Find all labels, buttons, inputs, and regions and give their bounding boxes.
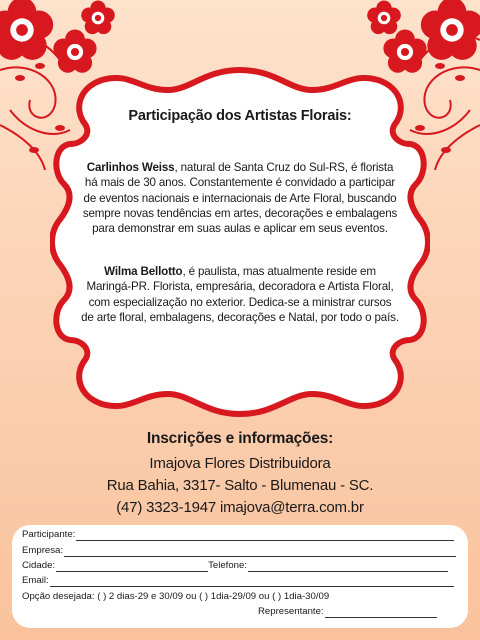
cidade-row <box>22 560 448 572</box>
flower-icon <box>421 0 480 60</box>
email-label: Email: <box>22 575 49 586</box>
bio-line: de arte floral, embalagens, decorações e Natal, por todo o país. <box>81 310 399 324</box>
participante-label: Participante: <box>22 529 76 540</box>
bio-line: para demonstrar em suas aulas e aplicar em seus eventos. <box>92 222 388 236</box>
participante-row <box>22 529 454 541</box>
bio-line: Maringá-PR. Florista, empresária, decoradora e Artista Floral, <box>86 280 394 294</box>
address: Rua Bahia, 3317- Salto - Blumenau - SC. <box>106 477 374 494</box>
flower-icon <box>81 1 115 35</box>
telefone-field[interactable] <box>248 561 448 572</box>
representante-field[interactable] <box>325 607 437 618</box>
bio-line: , natural de Santa Cruz do Sul-RS, é florista <box>174 161 394 174</box>
artist-paragraph-1 <box>72 160 408 236</box>
bio-line: , é paulista, mas atualmente reside em <box>182 265 376 278</box>
bio-line: de eventos nacionais e internacionais de Arte Floral, buscando <box>83 191 397 205</box>
section-heading: Participação dos Artistas Florais: <box>128 108 352 124</box>
artist-paragraph-2 <box>72 264 408 325</box>
company-name: Imajova Flores Distribuidora <box>149 455 331 472</box>
representante-label: Representante: <box>258 606 324 617</box>
flower-icon <box>0 0 53 60</box>
artist-name: Carlinhos Weiss <box>86 161 175 174</box>
bio-line: sempre novas tendências em artes, decorações e embalagens <box>82 206 398 220</box>
empresa-field[interactable] <box>64 546 456 557</box>
empresa-row <box>22 545 456 557</box>
email-field[interactable] <box>50 576 454 587</box>
artist-name: Wilma Bellotto <box>104 265 183 278</box>
telefone-label: Telefone: <box>208 560 248 571</box>
participante-field[interactable] <box>76 530 454 541</box>
cidade-label: Cidade: <box>22 560 56 571</box>
opcao-options[interactable]: Opção desejada: ( ) 2 dias-29 e 30/09 ou ( ) 1dia-29/09 ou ( ) 1dia-30/09 <box>22 591 330 602</box>
contact-title: Inscrições e informações: <box>146 430 334 447</box>
bio-line: há mais de 30 anos. Constantemente é convidado a participar <box>84 176 396 190</box>
empresa-label: Empresa: <box>22 545 64 556</box>
cidade-field[interactable] <box>56 561 208 572</box>
flower-icon <box>367 1 401 35</box>
registration-form <box>12 525 468 628</box>
phone-email: (47) 3323-1947 imajova@terra.com.br <box>116 499 364 516</box>
email-row <box>22 575 454 587</box>
bio-line: com especialização no exterior. Dedica-se a ministrar cursos <box>88 295 392 309</box>
opcao-row <box>22 591 329 603</box>
representante-row <box>258 606 437 618</box>
